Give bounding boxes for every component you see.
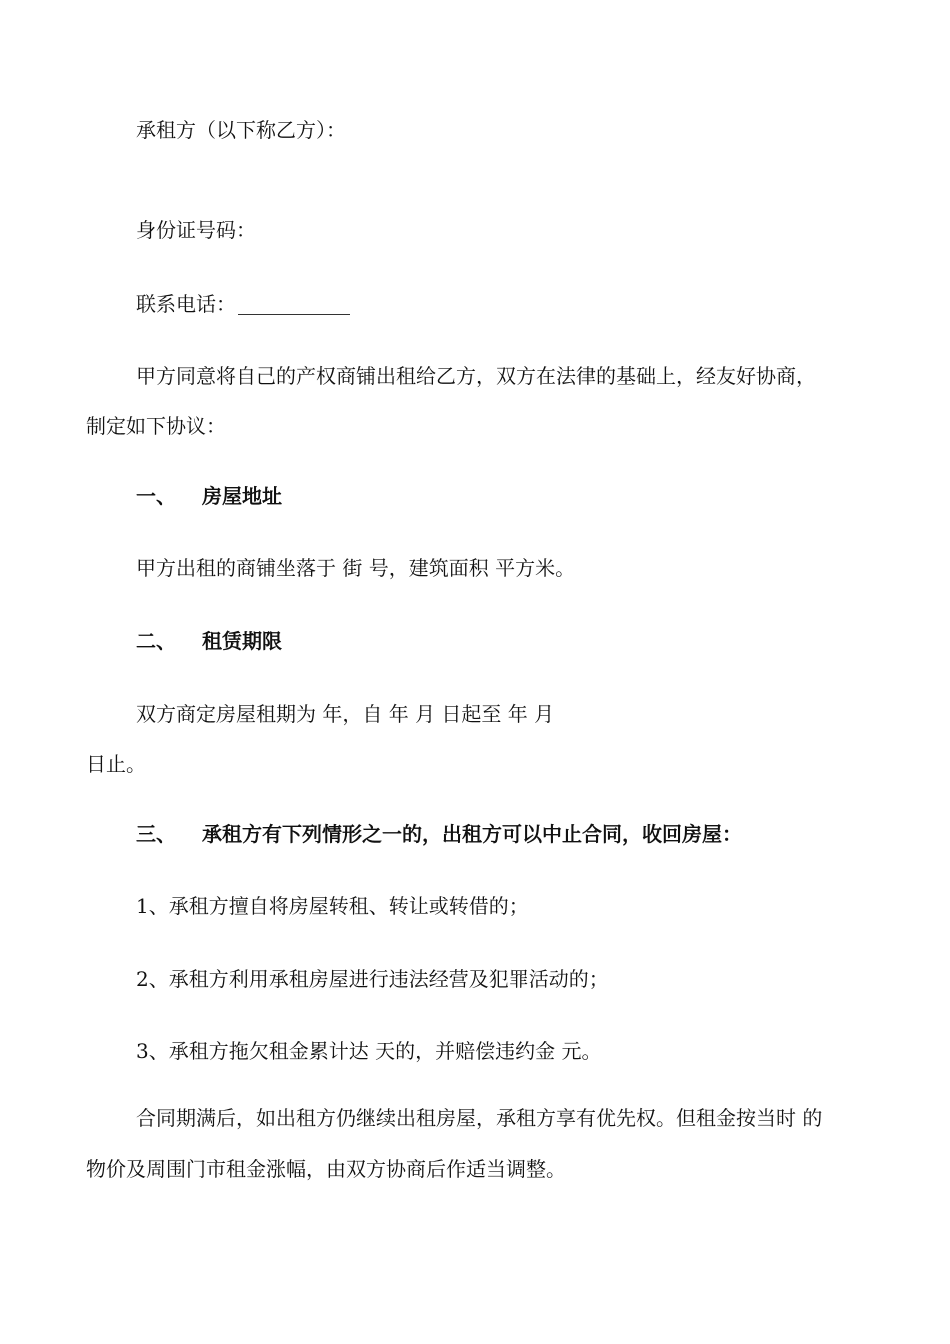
section-number: 一、 [136, 484, 176, 508]
phone-label: 联系电话： [136, 292, 236, 316]
condition-item-2: 2、承租方利用承租房屋进行违法经营及犯罪活动的； [136, 967, 609, 991]
intro-paragraph-line-2: 制定如下协议： [86, 414, 226, 438]
condition-item-1: 1、承租方擅自将房屋转租、转让或转借的； [136, 894, 529, 918]
section-title: 承租方有下列情形之一的，出租方可以中止合同，收回房屋： [202, 822, 742, 846]
section-number: 三、 [136, 822, 176, 846]
term-text-line-1: 双方商定房屋租期为 年，自 年 月 日起至 年 月 [136, 702, 555, 726]
intro-paragraph-line-1: 甲方同意将自己的产权商铺出租给乙方，双方在法律的基础上，经友好协商， [136, 364, 816, 388]
renewal-paragraph-line-1: 合同期满后，如出租方仍继续出租房屋，承租方享有优先权。但租金按当时 的 [136, 1106, 823, 1130]
term-text-line-2: 日止。 [86, 752, 146, 776]
section-title: 房屋地址 [202, 484, 282, 508]
renewal-paragraph-line-2: 物价及周围门市租金涨幅，由双方协商后作适当调整。 [86, 1157, 566, 1181]
condition-item-3: 3、承租方拖欠租金累计达 天的，并赔偿违约金 元。 [136, 1039, 602, 1063]
address-text: 甲方出租的商铺坐落于 街 号，建筑面积 平方米。 [136, 556, 576, 580]
phone-field [136, 290, 350, 318]
section-heading-1 [136, 482, 282, 510]
section-title: 租赁期限 [202, 629, 282, 653]
phone-blank-line [238, 294, 350, 315]
section-number: 二、 [136, 629, 176, 653]
section-heading-2 [136, 627, 282, 655]
section-heading-3 [136, 820, 742, 848]
id-number-label: 身份证号码： [136, 218, 256, 242]
lessee-label: 承租方（以下称乙方）： [136, 118, 346, 142]
